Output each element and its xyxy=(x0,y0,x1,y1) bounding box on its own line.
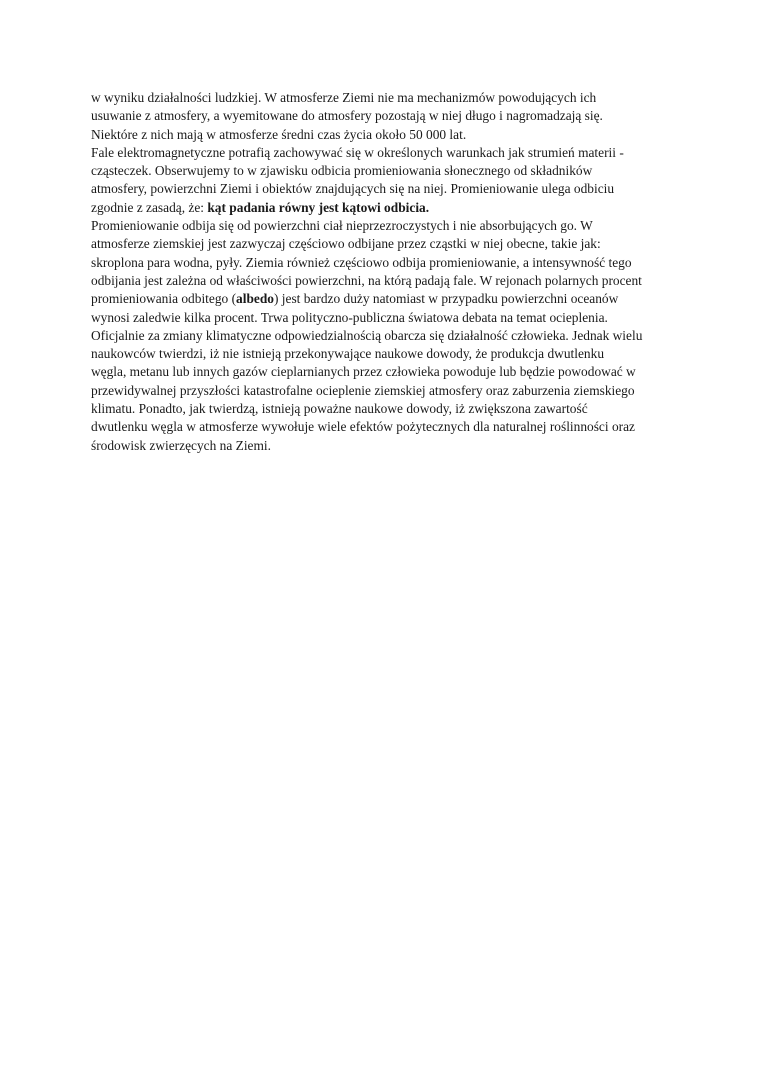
text-segment: atmosferze ziemskiej jest zazwyczaj częściowo odbijane przez cząstki w niej obecne, takie jak: xyxy=(91,236,601,252)
text-line xyxy=(91,199,673,217)
text-line xyxy=(91,363,673,381)
text-segment: cząsteczek. Obserwujemy to w zjawisku odbicia promieniowania słonecznego od składników xyxy=(91,163,593,179)
text-line xyxy=(91,382,673,400)
text-segment: odbijania jest zależna od właściwości powierzchni, na którą padają fale. W rejonach polarnych procent xyxy=(91,272,642,288)
text-line xyxy=(91,144,673,162)
text-segment: węgla, metanu lub innych gazów cieplarnianych przez człowieka powoduje lub będzie powodować w xyxy=(91,364,636,380)
bold-phrase-reflection-law: kąt padania równy jest kątowi odbicia. xyxy=(207,199,430,215)
text-segment: Niektóre z nich mają w atmosferze średni czas życia około 50 000 lat. xyxy=(91,126,467,142)
text-line xyxy=(91,437,673,455)
text-segment: ) jest bardzo duży natomiast w przypadku powierzchni oceanów xyxy=(273,291,619,307)
body-text xyxy=(91,89,673,455)
text-line xyxy=(91,272,673,290)
text-segment: atmosfery, powierzchni Ziemi i obiektów znajdujących się na niej. Promieniowanie ulega odbiciu xyxy=(91,181,615,197)
text-segment: środowisk zwierzęcych na Ziemi. xyxy=(91,437,271,453)
bold-term-albedo: albedo xyxy=(236,291,274,307)
text-line xyxy=(91,162,673,180)
text-line xyxy=(91,89,673,107)
text-line xyxy=(91,418,673,436)
text-line xyxy=(91,235,673,253)
text-line xyxy=(91,180,673,198)
text-segment: Fale elektromagnetyczne potrafią zachowywać się w określonych warunkach jak strumień materii - xyxy=(91,144,624,160)
text-segment: naukowców twierdzi, iż nie istnieją przekonywające naukowe dowody, że produkcja dwutlenku xyxy=(91,346,605,362)
text-line xyxy=(91,254,673,272)
text-segment: promieniowania odbitego ( xyxy=(91,291,237,307)
text-segment: usuwanie z atmosfery, a wyemitowane do atmosfery pozostają w niej długo i nagromadzają się. xyxy=(91,108,603,124)
text-segment: dwutlenku węgla w atmosferze wywołuje wiele efektów pożytecznych dla naturalnej roślinności oraz xyxy=(91,419,635,435)
text-segment: przewidywalnej przyszłości katastrofalne ocieplenie ziemskiej atmosfery oraz zaburzenia ziemskiego xyxy=(91,382,635,398)
text-segment: skroplona para wodna, pyły. Ziemia również częściowo odbija promieniowanie, a intensywność tego xyxy=(91,254,632,270)
text-line xyxy=(91,290,673,308)
text-line xyxy=(91,345,673,363)
text-line xyxy=(91,107,673,125)
text-segment: Oficjalnie za zmiany klimatyczne odpowiedzialnością obarcza się działalność człowieka. Jednak wielu xyxy=(91,327,643,343)
text-segment: zgodnie z zasadą, że: xyxy=(91,199,208,215)
text-line xyxy=(91,126,673,144)
text-segment: klimatu. Ponadto, jak twierdzą, istnieją poważne naukowe dowody, iż zwiększona zawartość xyxy=(91,401,588,417)
text-segment: w wyniku działalności ludzkiej. W atmosferze Ziemi nie ma mechanizmów powodujących ich xyxy=(91,90,597,105)
text-line xyxy=(91,217,673,235)
text-line xyxy=(91,327,673,345)
text-segment: Promieniowanie odbija się od powierzchni ciał nieprzezroczystych i nie absorbujących go. W xyxy=(91,218,593,234)
text-line xyxy=(91,309,673,327)
text-line xyxy=(91,400,673,418)
text-segment: wynosi zaledwie kilka procent. Trwa polityczno-publiczna światowa debata na temat ocieplenia. xyxy=(91,309,608,325)
